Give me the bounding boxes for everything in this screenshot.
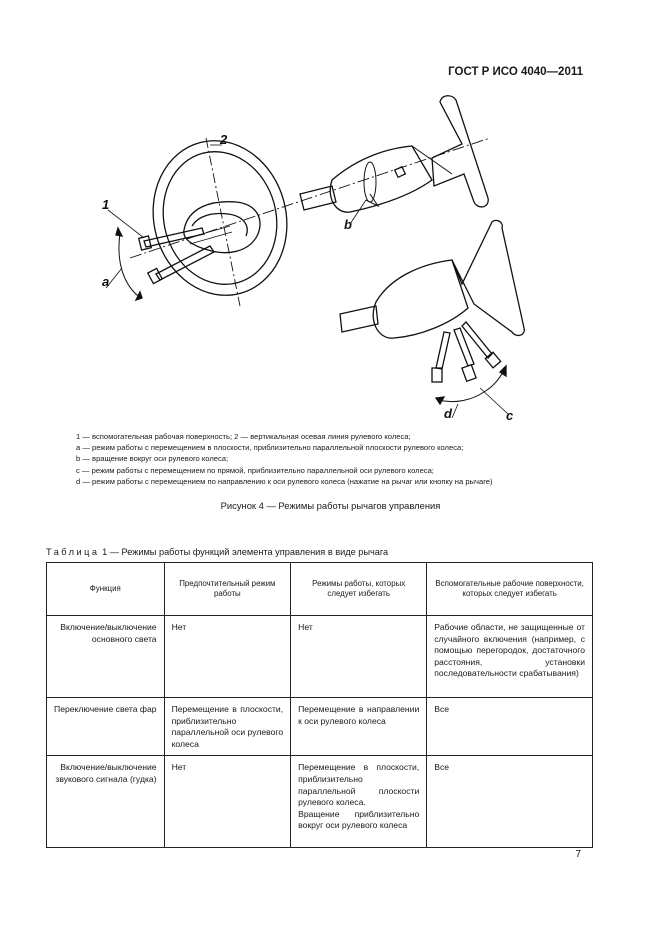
- cell-function: Включение/выключение основного света: [47, 616, 165, 698]
- figure-caption: Рисунок 4 — Режимы работы рычагов управления: [220, 500, 441, 511]
- lever-lower-3: [462, 322, 492, 358]
- cell-avoid: Перемещение в направлении к оси рулевого колеса: [291, 698, 427, 756]
- cell-function: Переключение света фар: [47, 698, 165, 756]
- cell-surfaces: Все: [427, 698, 593, 756]
- table-row: [47, 616, 593, 698]
- label-2: 2: [220, 132, 228, 147]
- label-1: 1: [102, 197, 110, 212]
- label-a: a: [102, 274, 110, 289]
- cell-surfaces: Все: [427, 756, 593, 848]
- legend-item: b — вращение вокруг оси рулевого колеса;: [76, 454, 229, 464]
- cell-avoid: [291, 756, 427, 848]
- rotation-arrow-b: [364, 162, 376, 202]
- cell-function: Включение/выключение звукового сигнала (гудка): [47, 756, 165, 848]
- cell-preferred: Нет: [164, 756, 291, 848]
- arc-a: [119, 233, 138, 296]
- table-title: [46, 547, 388, 557]
- column-shaft-lower: [340, 306, 378, 332]
- cell-surfaces: Рабочие области, не защищенные от случайного включения (например, с помощью перегородок, достаточного расстояния, установки последовательности срабатывания): [427, 616, 593, 698]
- steering-wheel-outer: [136, 126, 304, 311]
- page-number: 7: [575, 849, 581, 860]
- legend-item: a — режим работы с перемещением в плоскости, приблизительно параллельной плоскости рулевого колеса;: [76, 443, 464, 453]
- lever-lower-2: [454, 328, 474, 366]
- cell-preferred: Нет: [164, 616, 291, 698]
- standard-header: ГОСТ Р ИСО 4040—2011: [448, 66, 583, 78]
- table-title-prefix: Таблица: [46, 547, 100, 557]
- table-header-row: [47, 563, 593, 616]
- figure-4-lever-modes: [60, 88, 620, 433]
- figure-legend: [76, 431, 596, 487]
- column-header: Вспомогательные рабочие поверхности, которых следует избегать: [427, 563, 593, 616]
- table-row: [47, 756, 593, 848]
- legend-item: 1 — вспомогательная рабочая поверхность; 2 — вертикальная осевая линия рулевого колеса;: [76, 432, 411, 441]
- cell-avoid: Нет: [291, 616, 427, 698]
- cell-avoid-part: Перемещение в плоскости, приблизительно параллельной плоскости рулевого колеса.: [298, 762, 420, 808]
- lever-diagram: [60, 88, 620, 433]
- column-shroud-lower: [373, 260, 468, 338]
- steering-wheel-side: [432, 96, 488, 207]
- lever-upper: [144, 228, 204, 247]
- arc-d: [438, 392, 484, 402]
- column-header: Предпочтительный режим работы: [164, 563, 291, 616]
- label-b: b: [344, 217, 352, 232]
- column-header: Режимы работы, которых следует избегать: [291, 563, 427, 616]
- table-row: [47, 698, 593, 756]
- label-c: c: [506, 408, 514, 423]
- lever-lower-1: [436, 332, 450, 369]
- legend-item: d — режим работы с перемещением по направлению к оси рулевого колеса (нажатие на рычаг или кнопку на рычаге): [76, 476, 493, 486]
- vertical-axis-line: [206, 138, 240, 306]
- column-shroud-upper: [330, 146, 432, 212]
- lever-lower: [156, 246, 214, 280]
- cell-avoid-part: Вращение приблизительно вокруг оси рулевого колеса: [298, 808, 420, 831]
- column-header: Функция: [47, 563, 165, 616]
- cell-preferred: Перемещение в плоскости, приблизительно параллельной оси рулевого колеса: [164, 698, 291, 756]
- steering-wheel-lower: [452, 220, 524, 335]
- lever-modes-table: [46, 562, 593, 848]
- legend-item: c — режим работы с перемещением по прямой, приблизительно параллельной оси рулевого колеса;: [76, 465, 434, 475]
- label-d: d: [444, 406, 452, 421]
- table-title-text: 1 — Режимы работы функций элемента управления в виде рычага: [99, 547, 389, 557]
